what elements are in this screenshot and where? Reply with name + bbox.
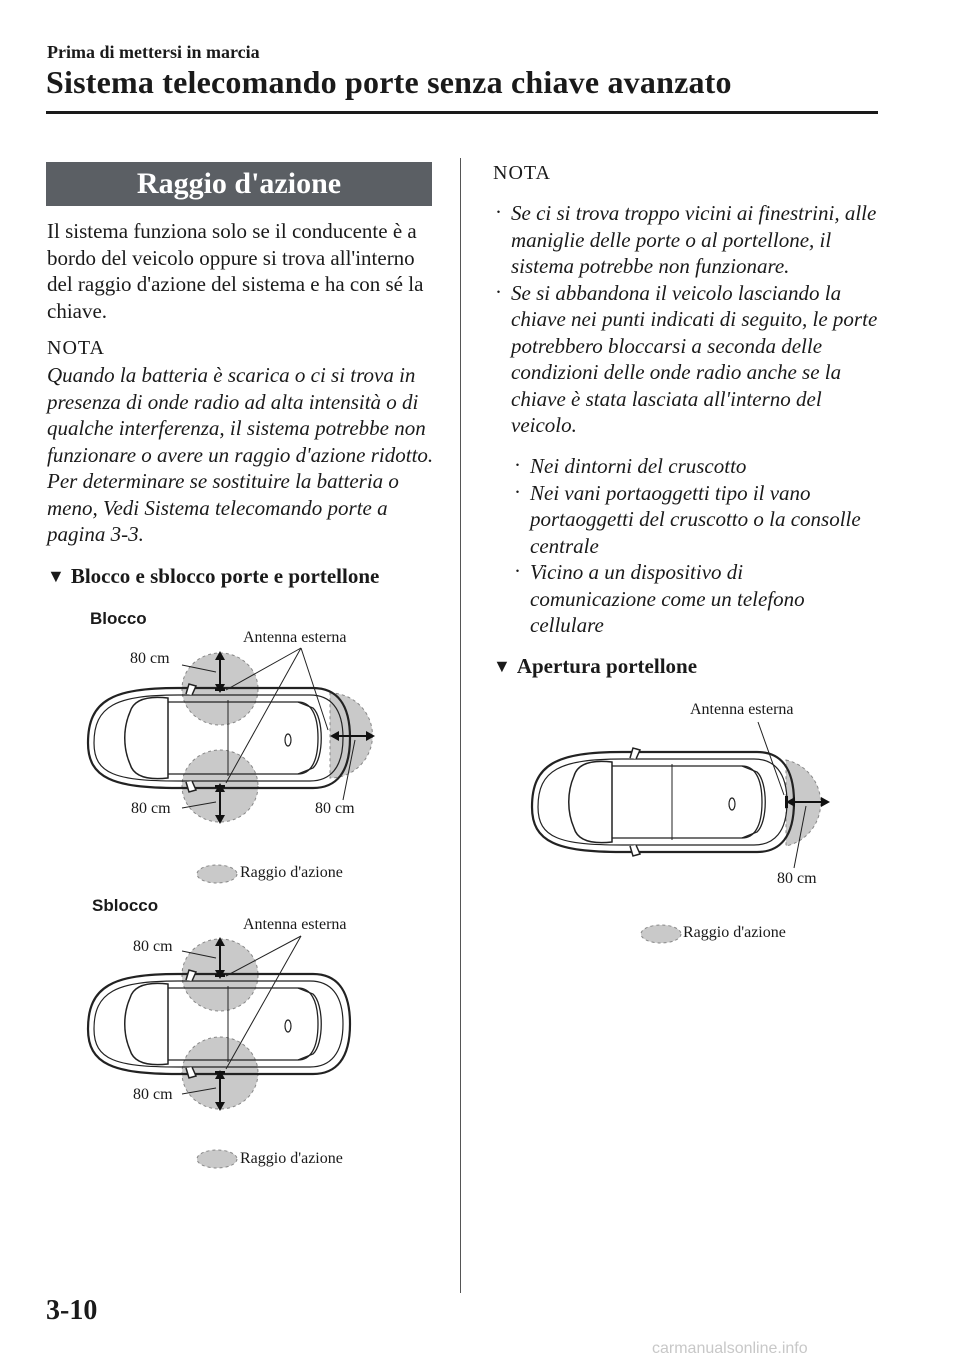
subsection-heading-tailgate	[493, 654, 697, 679]
list-item: · Nei dintorni del cruscotto	[514, 453, 874, 480]
fig-label-lock: Blocco	[90, 609, 147, 628]
list-item: · Se ci si trova troppo vicini ai finestrini, alle maniglie delle porte o al portellone, il sistema potrebbe non funzionare.	[495, 200, 880, 280]
legend-label: Raggio d'azione	[240, 1150, 343, 1167]
triangle-bullet-icon: ▼	[493, 656, 511, 676]
legend-label: Raggio d'azione	[683, 924, 786, 941]
note-sub-bullet-list	[514, 453, 874, 639]
antenna-label: Antenna esterna	[243, 629, 347, 646]
list-item: · Nei vani portaoggetti tipo il vano portaoggetti del cruscotto o la consolle centrale	[514, 480, 874, 560]
distance-label-bottom: 80 cm	[131, 800, 171, 817]
chapter-title: Prima di mettersi in marcia	[47, 42, 260, 62]
subsection-title: Blocco e sblocco porte e portellone	[70, 564, 380, 588]
note-label: NOTA	[47, 337, 105, 359]
antenna-label: Antenna esterna	[243, 916, 347, 933]
subsection-title: Apertura portellone	[516, 654, 698, 678]
legend-label: Raggio d'azione	[240, 864, 343, 881]
watermark: carmanualsonline.info	[652, 1340, 808, 1357]
unlock-figure	[88, 936, 350, 1168]
distance-label-rear: 80 cm	[777, 870, 817, 887]
note-text: Quando la batteria è scarica o ci si trova in presenza di onde radio ad alta intensità o di qualche interferenza, il sistema potrebbe non funzionare o avere un raggio d'azione ridotto. Per determinare se sostituire la batteria o meno, Vedi Sistema telecomando porte a pagina 3-3.	[47, 363, 434, 546]
distance-label-top: 80 cm	[130, 650, 170, 667]
intro-paragraph: Il sistema funziona solo se il conducente è a bordo del veicolo oppure si trova all'interno del raggio d'azione del sistema e ha con sé la chiave.	[47, 219, 424, 323]
fig-label-unlock: Sblocco	[92, 896, 159, 915]
page-title: Sistema telecomando porte senza chiave avanzato	[46, 64, 732, 100]
note-bullet-list	[495, 200, 880, 439]
section-heading: Raggio d'azione	[46, 162, 432, 206]
lock-figure	[88, 648, 375, 883]
distance-label-bottom: 80 cm	[133, 1086, 173, 1103]
list-item: · Se si abbandona il veicolo lasciando la chiave nei punti indicati di seguito, le porte potrebbero bloccarsi a seconda delle condizioni delle onde radio anche se la chiave è stata lasciata all'interno del veicolo.	[495, 280, 880, 439]
tailgate-figure	[532, 722, 830, 943]
antenna-label: Antenna esterna	[690, 701, 794, 718]
note-label: NOTA	[493, 162, 551, 184]
page-number: 3-10	[46, 1295, 98, 1326]
list-item: · Vicino a un dispositivo di comunicazione come un telefono cellulare	[514, 559, 874, 639]
distance-label-top: 80 cm	[133, 938, 173, 955]
distance-label-rear: 80 cm	[315, 800, 355, 817]
triangle-bullet-icon: ▼	[47, 566, 65, 586]
